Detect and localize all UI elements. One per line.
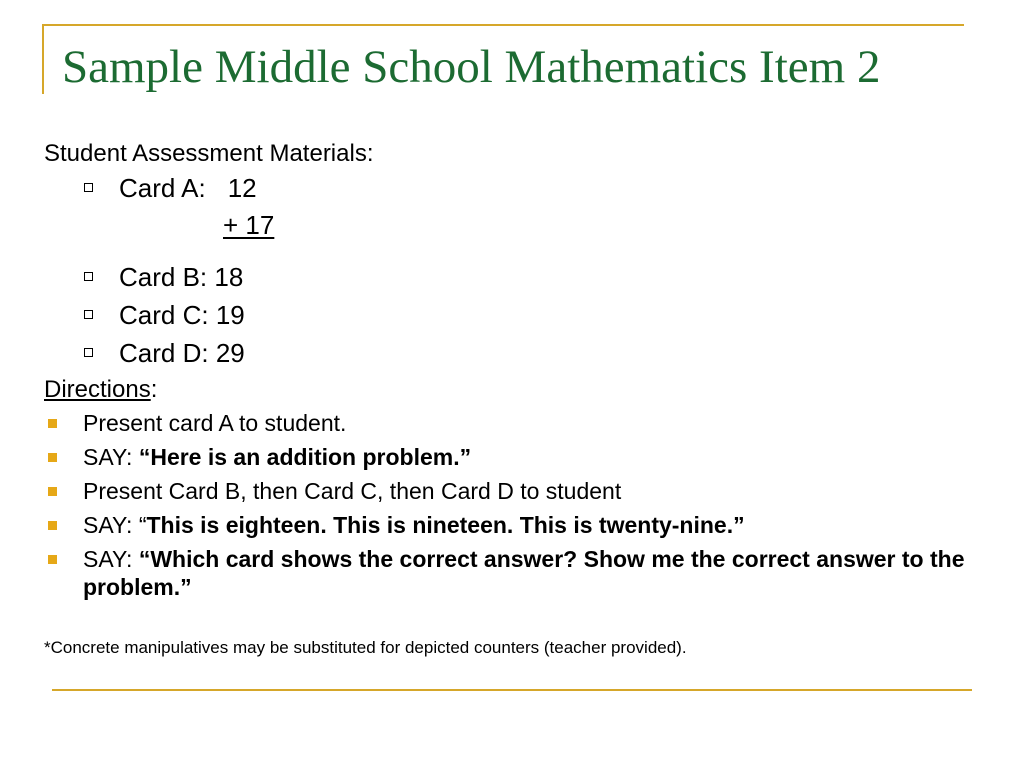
- direction-text: Present card A to student.: [83, 410, 347, 436]
- directions-heading-colon: :: [150, 376, 158, 403]
- hollow-square-bullet-icon: [84, 310, 93, 319]
- card-value: 12: [227, 173, 257, 203]
- direction-item: [48, 545, 988, 601]
- card-label: Card D:: [119, 338, 209, 368]
- direction-item: [48, 409, 988, 437]
- frame-left-rule: [42, 24, 44, 94]
- card-value: 29: [215, 338, 245, 368]
- direction-text: SAY: “: [83, 512, 147, 538]
- footnote: *Concrete manipulatives may be substituted for depicted counters (teacher provided).: [44, 638, 687, 657]
- card-label: Card B:: [119, 262, 208, 292]
- square-bullet-icon: [48, 453, 57, 462]
- direction-bold-text: This is eighteen. This is nineteen. This is twenty-nine.”: [146, 512, 745, 538]
- direction-item: [48, 477, 988, 505]
- card-value: 19: [215, 300, 245, 330]
- square-bullet-icon: [48, 555, 57, 564]
- direction-bold-text: “Which card shows the correct answer? Show me the correct answer to the problem.”: [83, 546, 965, 600]
- materials-heading: Student Assessment Materials:: [44, 140, 374, 167]
- card-a-addend: + 17: [223, 210, 275, 240]
- direction-text: SAY:: [83, 444, 139, 470]
- card-item-b: [84, 262, 243, 294]
- direction-item: [48, 443, 988, 471]
- card-item-c: [84, 300, 245, 332]
- direction-item: [48, 511, 988, 539]
- square-bullet-icon: [48, 521, 57, 530]
- slide-title: Sample Middle School Mathematics Item 2: [62, 41, 881, 93]
- direction-text: SAY:: [83, 546, 139, 572]
- card-label: Card C:: [119, 300, 209, 330]
- card-item-a: [84, 173, 257, 205]
- frame-top-rule: [42, 24, 964, 26]
- hollow-square-bullet-icon: [84, 272, 93, 281]
- card-value: 18: [214, 262, 244, 292]
- direction-text: Present Card B, then Card C, then Card D to student: [83, 478, 622, 504]
- hollow-square-bullet-icon: [84, 348, 93, 357]
- hollow-square-bullet-icon: [84, 183, 93, 192]
- square-bullet-icon: [48, 419, 57, 428]
- card-label: Card A:: [119, 173, 206, 203]
- direction-bold-text: “Here is an addition problem.”: [138, 444, 472, 470]
- directions-heading-text: Directions: [44, 376, 151, 403]
- card-item-d: [84, 338, 245, 370]
- bottom-rule: [52, 689, 972, 691]
- directions-heading: [44, 376, 157, 404]
- square-bullet-icon: [48, 487, 57, 496]
